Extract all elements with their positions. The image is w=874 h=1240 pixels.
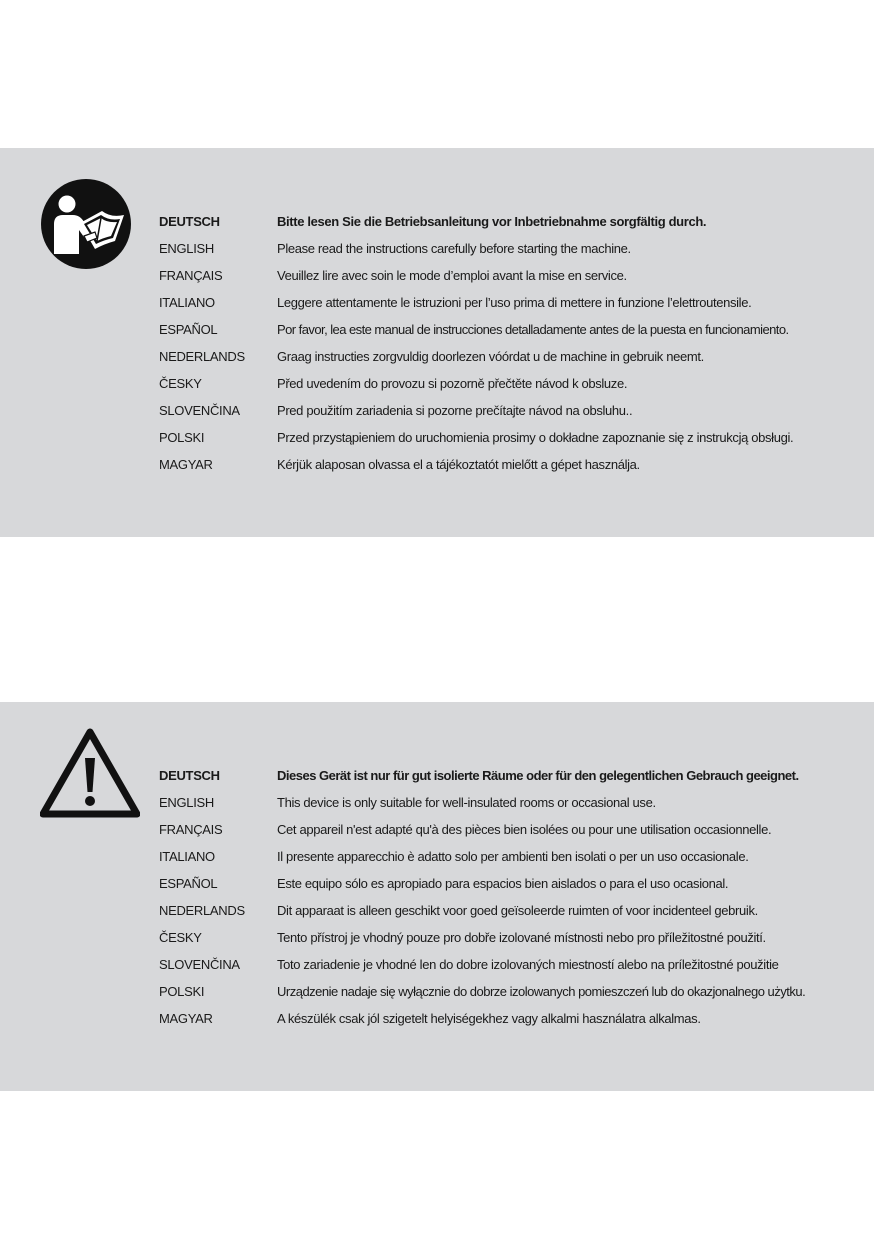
language-row (159, 849, 871, 876)
language-row (159, 376, 871, 403)
language-label: MAGYAR (159, 457, 213, 472)
language-row (159, 930, 871, 957)
language-label: ESPAÑOL (159, 322, 218, 337)
language-label: ČESKY (159, 930, 202, 945)
warning-text: Tento přístroj je vhodný pouze pro dobře izolované místnosti nebo pro příležitostné použití. (277, 930, 766, 945)
instruction-text: Przed przystąpieniem do uruchomienia prosimy o dokładne zapoznanie się z instrukcją obsługi. (277, 430, 794, 445)
language-row (159, 876, 871, 903)
language-label: ITALIANO (159, 295, 215, 310)
instruction-text: Veuillez lire avec soin le mode d’emploi avant la mise en service. (277, 268, 627, 283)
instruction-list (159, 214, 871, 484)
language-label: FRANÇAIS (159, 268, 223, 283)
language-row (159, 403, 871, 430)
language-label: ESPAÑOL (159, 876, 218, 891)
language-row (159, 430, 871, 457)
instruction-text: Graag instructies zorgvuldig doorlezen vóórdat u de machine in gebruik neemt. (277, 349, 704, 364)
instruction-text: Před uvedením do provozu si pozorně přečtěte návod k obsluze. (277, 376, 628, 391)
language-row (159, 295, 871, 322)
language-label: SLOVENČINA (159, 403, 240, 418)
language-label: ITALIANO (159, 849, 215, 864)
warning-text: Cet appareil n'est adapté qu'à des pièces bien isolées ou pour une utilisation occasionnelle. (277, 822, 772, 837)
warning-text: Este equipo sólo es apropiado para espacios bien aislados o para el uso ocasional. (277, 876, 729, 891)
language-row (159, 214, 871, 241)
instruction-text: Please read the instructions carefully before starting the machine. (277, 241, 631, 256)
instruction-text: Bitte lesen Sie die Betriebsanleitung vor Inbetriebnahme sorgfältig durch. (277, 214, 707, 229)
language-label: NEDERLANDS (159, 903, 245, 918)
language-row (159, 768, 871, 795)
instruction-text: Kérjük alaposan olvassa el a tájékoztatót mielőtt a gépet használja. (277, 457, 640, 472)
language-row (159, 349, 871, 376)
warning-list (159, 768, 871, 1038)
language-label: ČESKY (159, 376, 202, 391)
language-row (159, 322, 871, 349)
language-row (159, 795, 871, 822)
language-row (159, 1011, 871, 1038)
warning-text: A készülék csak jól szigetelt helyiségekhez vagy alkalmi használatra alkalmas. (277, 1011, 701, 1026)
warning-text: This device is only suitable for well-insulated rooms or occasional use. (277, 795, 656, 810)
read-manual-panel (0, 148, 874, 537)
warning-text: Dieses Gerät ist nur für gut isolierte Räume oder für den gelegentlichen Gebrauch geeignet. (277, 768, 799, 783)
language-label: ENGLISH (159, 795, 214, 810)
instruction-text: Por favor, lea este manual de instrucciones detalladamente antes de la puesta en funcionamiento. (277, 322, 789, 337)
language-row (159, 241, 871, 268)
language-label: MAGYAR (159, 1011, 213, 1026)
language-label: FRANÇAIS (159, 822, 223, 837)
language-label: SLOVENČINA (159, 957, 240, 972)
language-row (159, 903, 871, 930)
warning-text: Urządzenie nadaje się wyłącznie do dobrze izolowanych pomieszczeń lub do okazjonalnego użytku. (277, 984, 806, 999)
warning-panel (0, 702, 874, 1091)
read-manual-icon (40, 178, 132, 270)
warning-text: Il presente apparecchio è adatto solo per ambienti ben isolati o per un uso occasionale. (277, 849, 749, 864)
language-row (159, 457, 871, 484)
language-label: ENGLISH (159, 241, 214, 256)
language-row (159, 984, 871, 1011)
language-label: NEDERLANDS (159, 349, 245, 364)
warning-text: Dit apparaat is alleen geschikt voor goed geïsoleerde ruimten of voor incidenteel gebruik. (277, 903, 758, 918)
warning-text: Toto zariadenie je vhodné len do dobre izolovaných miestností alebo na príležitostné použitie (277, 957, 779, 972)
language-label: DEUTSCH (159, 214, 220, 229)
language-label: DEUTSCH (159, 768, 220, 783)
language-row (159, 268, 871, 295)
language-label: POLSKI (159, 430, 205, 445)
warning-triangle-icon (40, 728, 140, 818)
instruction-text: Pred použitím zariadenia si pozorne prečítajte návod na obsluhu.. (277, 403, 633, 418)
language-row (159, 822, 871, 849)
instruction-text: Leggere attentamente le istruzioni per l’uso prima di mettere in funzione l’elettroutensile. (277, 295, 752, 310)
language-label: POLSKI (159, 984, 205, 999)
language-row (159, 957, 871, 984)
